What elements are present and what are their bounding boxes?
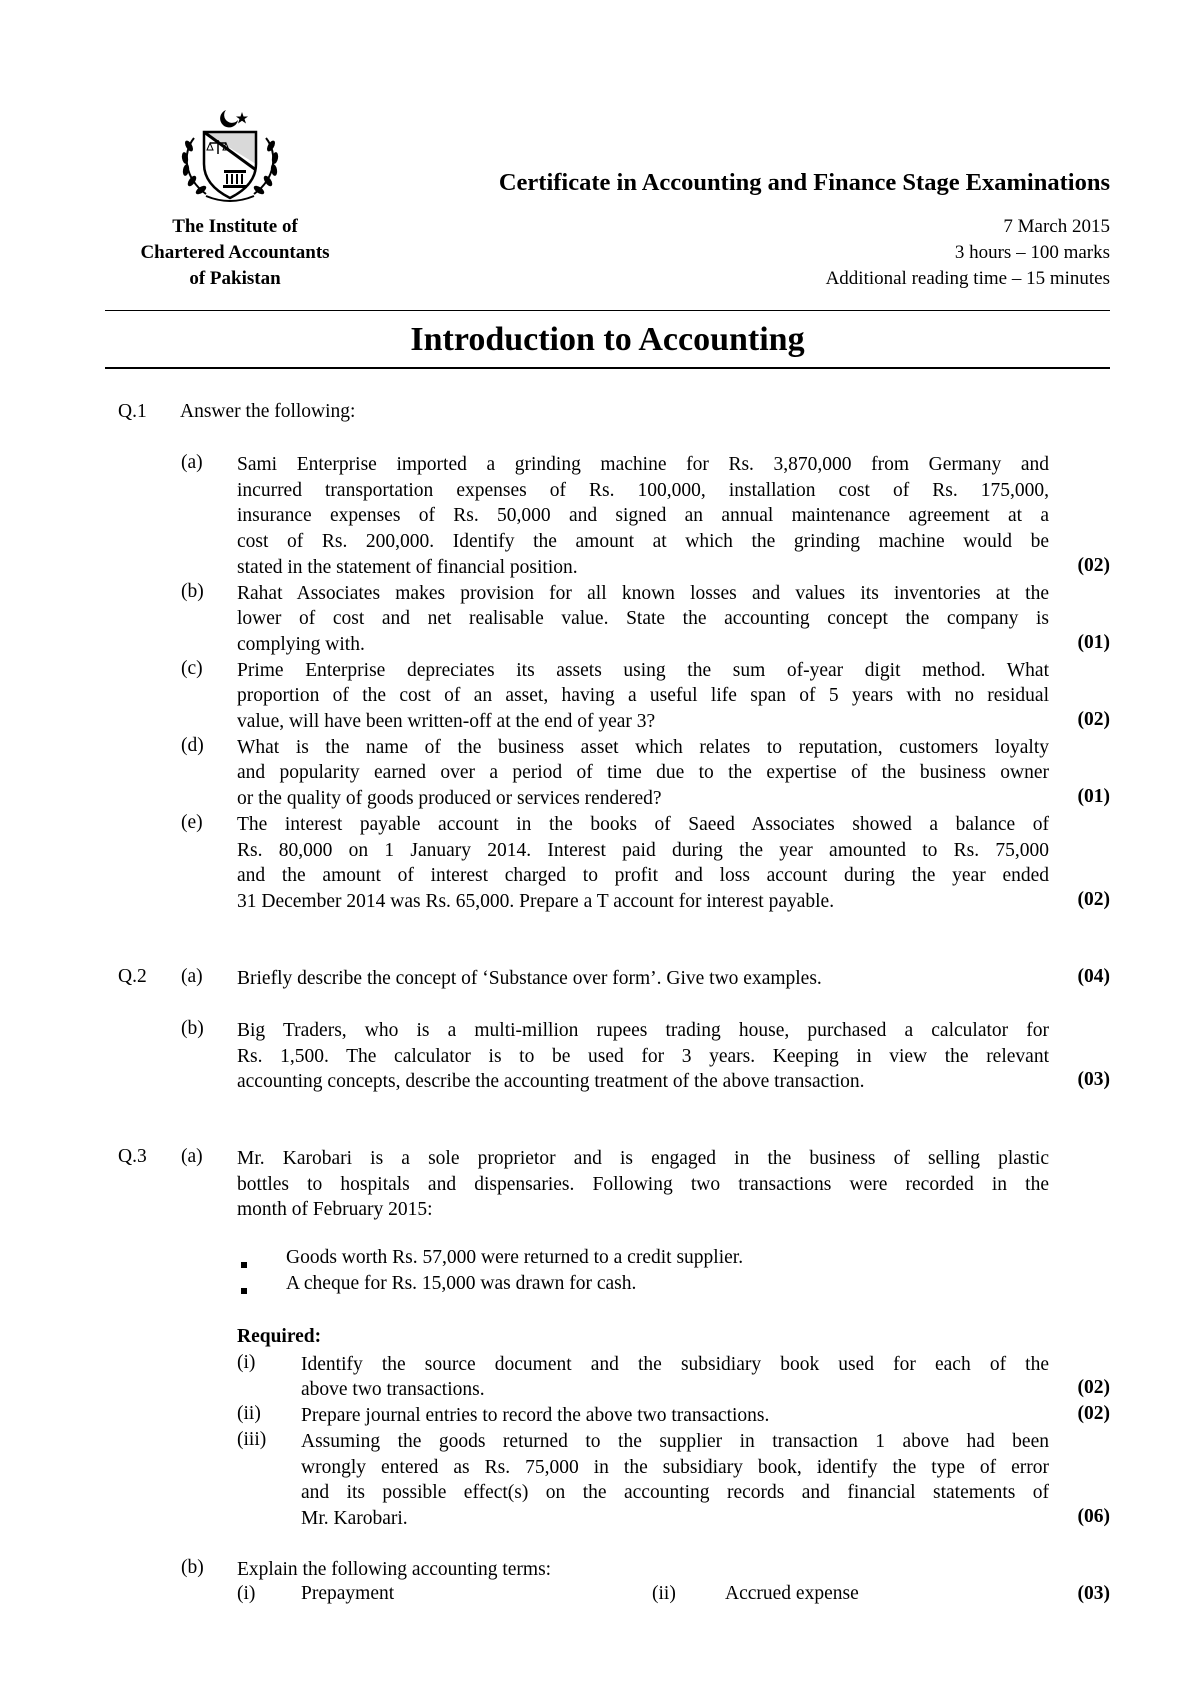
institute-name-line: Chartered Accountants [140, 242, 330, 263]
question-line: cost of Rs. 200,000. Identify the amount at which the grinding machine would be [237, 531, 1049, 553]
question-line: insurance expenses of Rs. 50,000 and signed an annual maintenance agreement at a [237, 505, 1049, 527]
question-line: and the amount of interest charged to profit and loss account during the year ended [237, 865, 1049, 887]
question-line: Mr. Karobari is a sole proprietor and is engaged in the business of selling plastic [237, 1148, 1049, 1169]
part-label: (e) [181, 811, 203, 833]
question-line: Prime Enterprise depreciates its assets using the sum of-year digit method. What [237, 659, 1049, 681]
part-label: (a) [181, 452, 203, 473]
question-line: Rahat Associates makes provision for all known losses and values its inventories at the [237, 582, 1049, 604]
exam-meta [826, 214, 1110, 292]
question-line: and popularity earned over a period of time due to the expertise of the business owner [237, 762, 1049, 784]
question-line: incurred transportation expenses of Rs. 100,000, installation cost of Rs. 175,000, [237, 479, 1049, 501]
exam-reading-time: Additional reading time – 15 minutes [825, 268, 1110, 289]
subpart-label: (ii) [237, 1403, 261, 1425]
question-line: Sami Enterprise imported a grinding machine for Rs. 3,870,000 from Germany and [237, 454, 1049, 475]
marks: (02) [1077, 709, 1110, 730]
question-number: Q.2 [118, 966, 147, 987]
required-label: Required: [237, 1326, 322, 1347]
question-line: complying with. [237, 633, 365, 655]
question-line: Mr. Karobari. [301, 1507, 408, 1529]
exam-date: 7 March 2015 [1003, 216, 1110, 237]
institute-crest-logo [176, 108, 284, 208]
term-text: Accrued expense [725, 1582, 859, 1604]
marks: (06) [1077, 1505, 1110, 1527]
header-divider [105, 310, 1110, 311]
term-label: (ii) [652, 1582, 676, 1604]
question-line: stated in the statement of financial position. [237, 556, 578, 578]
term-text: Prepayment [301, 1582, 395, 1604]
exam-duration: 3 hours – 100 marks [954, 242, 1110, 263]
marks: (01) [1077, 631, 1110, 653]
term-label: (i) [237, 1582, 256, 1604]
exam-title: Certificate in Accounting and Finance Stage Examinations [498, 169, 1110, 196]
marks: (02) [1077, 554, 1110, 576]
question-line: Prepare journal entries to record the above two transactions. [301, 1405, 770, 1427]
marks: (02) [1077, 888, 1110, 910]
question-line: above two transactions. [301, 1379, 485, 1401]
question-line: Rs. 1,500. The calculator is to be used for 3 years. Keeping in view the relevant [237, 1045, 1049, 1067]
part-label: (d) [181, 734, 204, 756]
question-line: Identify the source document and the subsidiary book used for each of the [301, 1353, 1049, 1375]
question-line: Explain the following accounting terms: [237, 1559, 552, 1580]
marks: (03) [1077, 1582, 1110, 1604]
institute-name-line: The Institute of [172, 216, 298, 237]
bullet-text: Goods worth Rs. 57,000 were returned to a credit supplier. [286, 1247, 744, 1268]
part-label: (b) [181, 580, 204, 602]
question-line: Rs. 80,000 on 1 January 2014. Interest paid during the year amounted to Rs. 75,000 [237, 839, 1049, 861]
paper-title: Introduction to Accounting [410, 321, 805, 358]
marks: (02) [1077, 1377, 1110, 1399]
question-line: or the quality of goods produced or services rendered? [237, 788, 662, 810]
subpart-label: (i) [237, 1351, 256, 1373]
question-number: Q.1 [118, 401, 147, 422]
institute-name [100, 214, 370, 292]
question-intro: Answer the following: [180, 401, 356, 422]
marks: (02) [1077, 1403, 1110, 1425]
part-label: (b) [181, 1557, 204, 1578]
subpart-label: (iii) [237, 1428, 267, 1450]
question-line: value, will have been written-off at the end of year 3? [237, 711, 656, 732]
question-line: Assuming the goods returned to the supplier in transaction 1 above had been [301, 1430, 1049, 1452]
part-label: (b) [181, 1018, 204, 1039]
question-line: month of February 2015: [237, 1199, 433, 1221]
question-line: What is the name of the business asset which relates to reputation, customers loyalty [237, 736, 1049, 758]
question-line: proportion of the cost of an asset, having a useful life span of 5 years with no residual [237, 685, 1049, 707]
question-line: lower of cost and net realisable value. State the accounting concept the company is [237, 608, 1049, 630]
question-line: accounting concepts, describe the accounting treatment of the above transaction. [237, 1071, 865, 1093]
title-divider [105, 367, 1110, 369]
part-label: (a) [181, 1146, 203, 1167]
question-line: wrongly entered as Rs. 75,000 in the subsidiary book, identify the type of error [301, 1456, 1049, 1478]
question-line: Big Traders, who is a multi-million rupees trading house, purchased a calculator for [237, 1020, 1049, 1041]
marks: (01) [1077, 786, 1110, 808]
institute-name-line: of Pakistan [189, 268, 281, 289]
question-line: 31 December 2014 was Rs. 65,000. Prepare a T account for interest payable. [237, 890, 835, 912]
part-label: (c) [181, 657, 203, 679]
marks: (03) [1077, 1069, 1110, 1091]
question-line: and its possible effect(s) on the accounting records and financial statements of [301, 1482, 1049, 1504]
question-number: Q.3 [118, 1146, 147, 1167]
question-line: Briefly describe the concept of ‘Substance over form’. Give two examples. [237, 968, 822, 989]
marks: (04) [1077, 966, 1110, 987]
question-line: bottles to hospitals and dispensaries. Following two transactions were recorded in the [237, 1173, 1049, 1195]
bullet-icon [240, 1253, 248, 1261]
question-line: The interest payable account in the books of Saeed Associates showed a balance of [237, 813, 1049, 835]
bullet-icon [240, 1279, 248, 1287]
bullet-text: A cheque for Rs. 15,000 was drawn for cash. [286, 1273, 637, 1294]
part-label: (a) [181, 966, 203, 987]
